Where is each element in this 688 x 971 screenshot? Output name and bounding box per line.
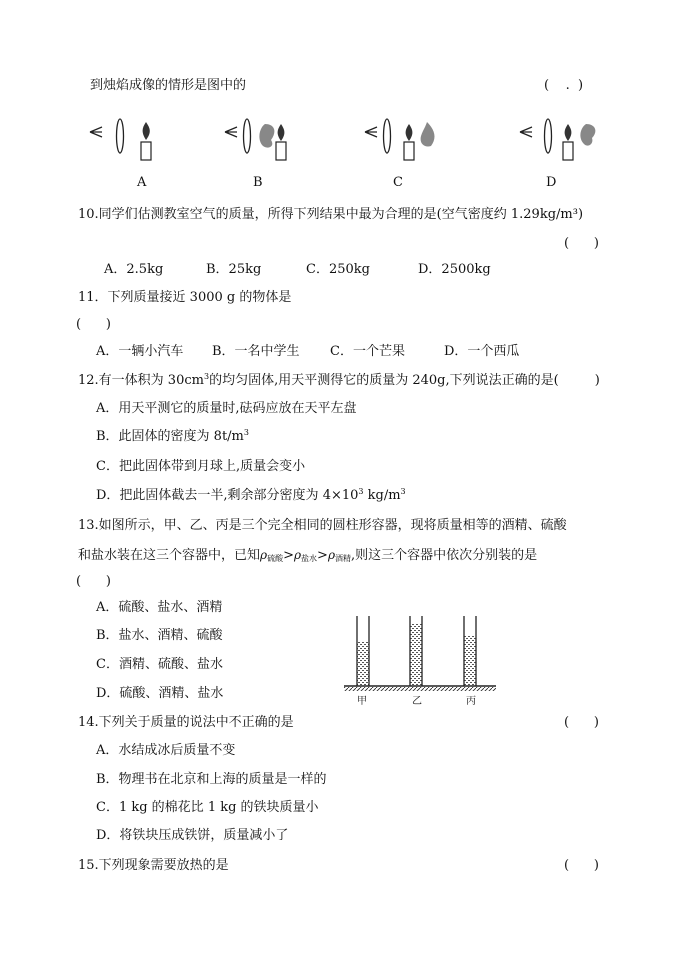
q10-option-d: D．2500kg bbox=[418, 262, 491, 277]
eye-icon bbox=[90, 127, 102, 137]
lens-icon bbox=[117, 119, 124, 153]
candle-icon bbox=[141, 142, 151, 160]
q14-option-c: C．1 kg 的棉花比 1 kg 的铁块质量小 bbox=[96, 800, 319, 815]
flame-icon bbox=[278, 124, 285, 141]
q13-option-c: C．酒精、硫酸、盐水 bbox=[96, 657, 223, 672]
container-label-yi: 乙 bbox=[412, 696, 422, 707]
lens-icon bbox=[384, 119, 391, 153]
q11-answer-paren: ( ) bbox=[76, 317, 111, 332]
q12-option-b: B．此固体的密度为 $8t/m^3$ bbox=[96, 428, 249, 444]
candle-icon bbox=[276, 142, 286, 160]
q15-answer-paren: ( ) bbox=[564, 858, 599, 873]
q15-text: 15.下列现象需要放热的是 bbox=[78, 858, 229, 873]
figure-d bbox=[520, 119, 595, 160]
flame-icon bbox=[406, 124, 413, 141]
eye-icon bbox=[365, 127, 377, 137]
figure-label-d: D bbox=[546, 175, 557, 190]
q12-option-c: C．把此固体带到月球上,质量会变小 bbox=[96, 459, 306, 474]
figure-label-b: B bbox=[253, 175, 263, 190]
q13-line1: 13.如图所示，甲、乙、丙是三个完全相同的圆柱形容器，现将质量相等的酒精、硫酸 bbox=[78, 518, 567, 533]
image-flame-icon bbox=[580, 124, 595, 146]
q13-option-a: A．硫酸、盐水、酒精 bbox=[96, 600, 223, 615]
q9-figures bbox=[80, 118, 620, 168]
q12-option-d: D．把此固体截去一半,剩余部分密度为 $4\times 10^3$ $kg/m^3$ bbox=[96, 487, 406, 503]
q13-answer-paren: ( ) bbox=[76, 574, 111, 589]
container-jia bbox=[357, 616, 369, 686]
figure-c bbox=[365, 119, 434, 160]
q10-answer-paren: ( ) bbox=[564, 236, 599, 251]
figure-label-c: C bbox=[393, 175, 403, 190]
q14-option-d: D．将铁块压成铁饼，质量减小了 bbox=[96, 828, 289, 843]
figure-a bbox=[90, 119, 151, 160]
lens-icon bbox=[244, 119, 251, 153]
figure-label-a: A bbox=[137, 175, 147, 190]
image-flame-icon bbox=[421, 122, 435, 147]
q12-option-a: A．用天平测它的质量时,砝码应放在天平左盘 bbox=[96, 401, 357, 416]
q11-option-a: A．一辆小汽车 bbox=[96, 344, 184, 359]
q14-option-b: B．物理书在北京和上海的质量是一样的 bbox=[96, 772, 327, 787]
candle-icon bbox=[563, 142, 573, 160]
q13-line2: 和盐水装在这三个容器中，已知$\rho_{硫酸}>\rho_{盐水}>\rho_{酒精}$,则这三个容器中依次分别装的是 bbox=[78, 548, 538, 563]
q14-option-a: A．水结成冰后质量不变 bbox=[96, 743, 236, 758]
q14-answer-paren: ( ) bbox=[564, 715, 599, 730]
q9-answer-paren: ( . ) bbox=[544, 78, 584, 93]
container-bing bbox=[464, 616, 476, 686]
container-label-bing: 丙 bbox=[466, 696, 476, 707]
q10-option-c: C．250kg bbox=[306, 262, 370, 277]
candle-icon bbox=[404, 142, 414, 160]
q13-option-b: B．盐水、酒精、硫酸 bbox=[96, 628, 223, 643]
q14-text: 14.下列关于质量的说法中不正确的是 bbox=[78, 715, 294, 730]
q12-text: 12.有一体积为 $30cm^3$的均匀固体,用天平测得它的质量为 240g,下列说法正确的是( bbox=[78, 372, 559, 388]
q10-text: 10.同学们估测教室空气的质量，所得下列结果中最为合理的是(空气密度约 1.29kg/m³) bbox=[78, 207, 584, 222]
q13-option-d: D．硫酸、酒精、盐水 bbox=[96, 686, 224, 701]
flame-icon bbox=[143, 122, 150, 140]
lens-icon bbox=[545, 119, 552, 153]
q11-text: 11．下列质量接近 3000 g 的物体是 bbox=[78, 290, 292, 305]
eye-icon bbox=[225, 127, 237, 137]
q10-option-b: B．25kg bbox=[206, 262, 262, 277]
container-yi bbox=[410, 616, 422, 686]
q11-option-c: C．一个芒果 bbox=[330, 344, 405, 359]
q12-answer-paren: ) bbox=[570, 373, 600, 388]
q9-text: 到烛焰成像的情形是图中的 bbox=[90, 78, 247, 93]
q11-option-b: B．一名中学生 bbox=[212, 344, 300, 359]
q13-containers-figure bbox=[340, 612, 500, 692]
eye-icon bbox=[520, 127, 532, 137]
image-flame-icon bbox=[259, 124, 274, 148]
figure-b bbox=[225, 119, 286, 160]
flame-icon bbox=[565, 124, 572, 141]
container-label-jia: 甲 bbox=[357, 696, 367, 707]
q11-option-d: D．一个西瓜 bbox=[444, 344, 520, 359]
q10-option-a: A．2.5kg bbox=[104, 262, 164, 277]
